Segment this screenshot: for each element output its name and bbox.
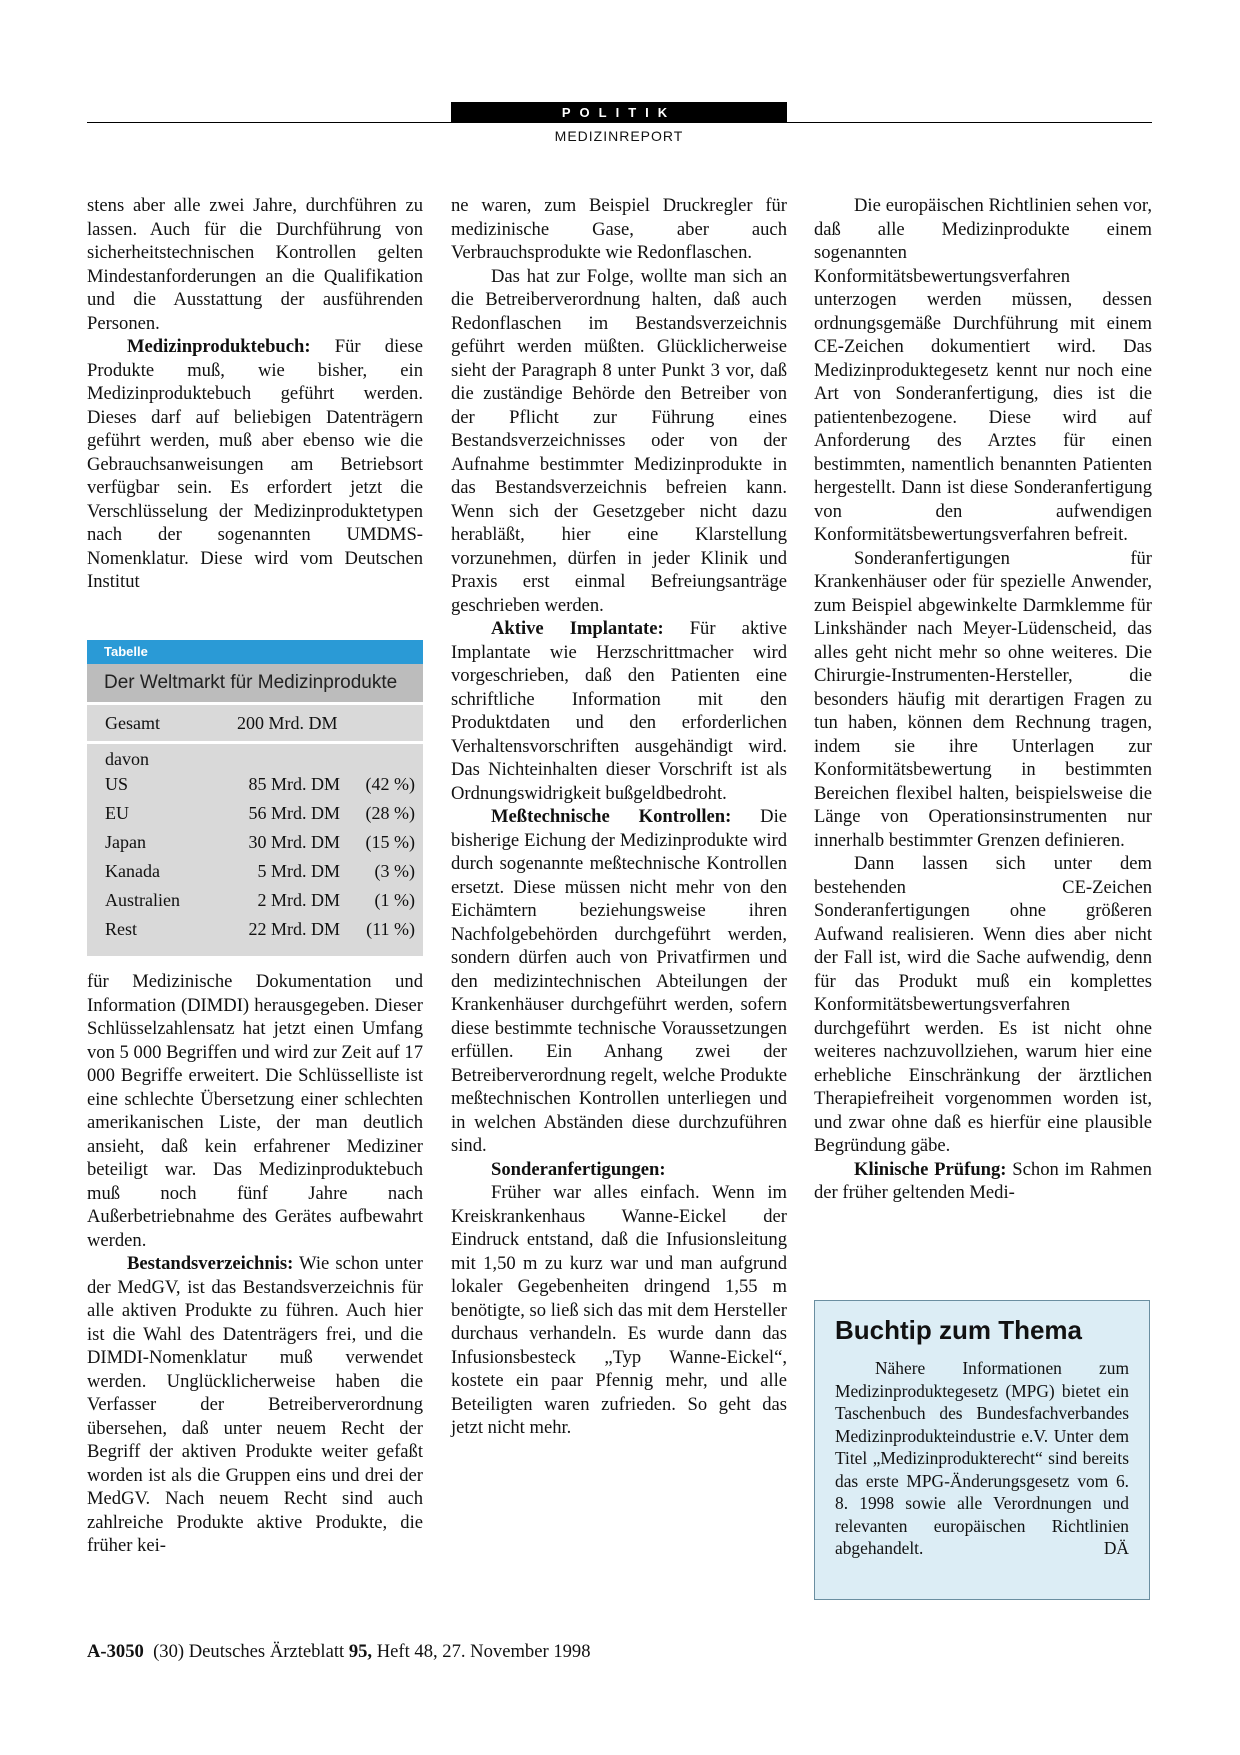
issue-date: Heft 48, 27. November 1998 bbox=[376, 1641, 591, 1662]
paragraph-text: Für aktive Implantate wie Herzschrittmacher wird vorgeschrieben, daß den Patienten eine schriftliche Information mit den Produktdaten und den erforderlichen Verhaltensvorschriften ausgehändigt wird. Das Nichteinhalten dieser Vorschrift ist als Ordnungswidrigkeit bußgeldbedroht. bbox=[451, 618, 788, 804]
table-share: (42 %) bbox=[365, 774, 415, 794]
table-share: (1 %) bbox=[374, 890, 415, 910]
table-region: US bbox=[105, 774, 129, 794]
column-1-top bbox=[87, 194, 423, 594]
table-row bbox=[87, 799, 423, 828]
paragraph-heading: Medizinproduktebuch: bbox=[127, 336, 311, 357]
table-label: Tabelle bbox=[87, 640, 423, 664]
paragraph-heading: Klinische Prüfung: bbox=[854, 1158, 1007, 1180]
paragraph bbox=[814, 1158, 1152, 1205]
table-region: Rest bbox=[105, 919, 138, 939]
table-rows bbox=[87, 770, 423, 944]
subsection-label: MEDIZINREPORT bbox=[554, 128, 684, 144]
book-tip-text bbox=[835, 1357, 1129, 1560]
book-tip-box bbox=[814, 1300, 1150, 1600]
paragraph bbox=[451, 1181, 787, 1440]
paragraph-text: Früher war alles einfach. Wenn im Kreiskrankenhaus Wanne-Eickel der Eindruck entstand, daß die Infusionsleitung mit 1,50 m zu kurz war und man aufgrund lokaler Gegebenheiten dringend 1,55 m benötigte, so ließ sich das mit dem Hersteller durchaus verhandeln. Es wurde dann das Infusionsbesteck „Typ Wanne-Eickel“, kostete ein paar Pfennig mehr, und alle Beteiligten waren zufrieden. So geht das jetzt nicht mehr. bbox=[451, 1182, 787, 1438]
table-row bbox=[87, 770, 423, 799]
journal-volume: 95, bbox=[348, 1641, 373, 1662]
column-2 bbox=[451, 194, 787, 1440]
paragraph-text: ne waren, zum Beispiel Druckregler für medizinische Gase, aber auch Verbrauchsprodukte wie Redonflaschen. bbox=[451, 195, 787, 263]
paragraph bbox=[451, 617, 787, 805]
issue-page: (30) bbox=[153, 1641, 185, 1662]
paragraph-text: Das hat zur Folge, wollte man sich an die Betreiberverordnung halten, daß auch Redonflaschen im Bestandsverzeichnis geführt werden müßten. Glücklicherweise sieht der Paragraph 8 unter Punkt 3 vor, daß die zuständige Behörde den Betreiber von der Pflicht zur Führung eines Bestandsverzeichnisses oder von der Aufnahme bestimmter Medizinprodukte in das Bestandsverzeichnis befreien kann. Wenn sich der Gesetzgeber nicht dazu herabläßt, hier eine Klarstellung vorzunehmen, dürfen in jeder Klinik und Praxis erst einmal Befreiungsanträge geschrieben werden. bbox=[451, 265, 787, 616]
table-region: Australien bbox=[105, 890, 180, 910]
table-value: 85 Mrd. DM bbox=[248, 774, 340, 794]
paragraph bbox=[451, 1158, 787, 1182]
table-region: EU bbox=[105, 803, 129, 823]
table-share: (3 %) bbox=[374, 861, 415, 881]
table-value: 22 Mrd. DM bbox=[248, 919, 340, 939]
table-value: 30 Mrd. DM bbox=[248, 832, 340, 852]
paragraph bbox=[87, 1252, 423, 1558]
paragraph-text: Schon im Rahmen der früher geltenden Medi- bbox=[814, 1158, 1152, 1203]
table-total-value: 200 Mrd. DM bbox=[237, 713, 338, 733]
table-share: (28 %) bbox=[365, 803, 415, 823]
paragraph-text: für Medizinische Dokumentation und Information (DIMDI) herausgegeben. Dieser Schlüsselzahlensatz hat jetzt einen Umfang von 5 000 Begriffen und wird zur Zeit auf 17 000 Begriffe erweitert. Die Schlüsselliste ist eine schlechte Übersetzung einer schlechten amerikanischen Liste, der man deutlich ansieht, daß kein erfahrener Mediziner beteiligt war. Das Medizinproduktebuch muß noch fünf Jahre nach Außerbetriebnahme des Gerätes aufbewahrt werden. bbox=[87, 971, 423, 1251]
table-breakdown-label: davon bbox=[105, 749, 149, 769]
paragraph bbox=[87, 970, 423, 1252]
table-total-label: Gesamt bbox=[105, 713, 160, 733]
table-region: Japan bbox=[105, 832, 146, 852]
column-3 bbox=[814, 194, 1152, 1205]
table-share: (15 %) bbox=[365, 832, 415, 852]
header-rule bbox=[87, 122, 1152, 123]
table-title: Der Weltmarkt für Medizinprodukte bbox=[87, 664, 423, 702]
table-value: 5 Mrd. DM bbox=[257, 861, 340, 881]
paragraph-heading: Meßtechnische Kontrollen: bbox=[491, 806, 732, 827]
paragraph-text: Wie schon unter der MedGV, ist das Bestandsverzeichnis für alle aktiven Produkte zu führen. Auch hier ist die Wahl des Datenträgers frei, und die DIMDI-Nomenklatur muß verwendet werden. Unglücklicherweise haben die Verfasser der Betreiberverordnung übersehen, daß unter neuem Recht der Begriff der aktiven Produkte weiter gefaßt worden ist als die Gruppen eins und drei der MedGV. Nach neuem Recht sind auch zahlreiche Produkte aktive Produkte, die früher kei- bbox=[87, 1253, 423, 1556]
table-share: (11 %) bbox=[366, 919, 415, 939]
paragraph-text: Sonderanfertigungen für Krankenhäuser oder für spezielle Anwender, zum Beispiel abgewinkelte Darmklemme für Linkshänder nach Meyer-Lüdenscheid, das alles geht nicht mehr so ohne weiteres. Die Chirurgie-Instrumenten-Hersteller, die besonders häufig mit derartigen Fragen zu tun haben, können dem Rechnung tragen, indem sie ihre Unterlagen zur Konformitätsbewertung in bestimmten Bereichen flexibel halten, beispielsweise die Länge von Operationsinstrumenten nur innerhalb bestimmter Grenzen definieren. bbox=[814, 547, 1152, 851]
paragraph-text: Dann lassen sich unter dem bestehenden CE-Zeichen Sonderanfertigungen ohne größeren Aufwand realisieren. Wenn dies aber nicht der Fall ist, wird die Sache aufwendig, denn für das Produkt muß ein komplettes Konformitätsbewertungsverfahren durchgeführt werden. Es ist nicht ohne weiteres nachzuvollziehen, warum hier eine erhebliche Einschränkung der ärztlichen Therapiefreiheit vorgenommen worden ist, und zwar ohne daß es hierfür eine plausible Begründung gäbe. bbox=[814, 853, 1152, 1156]
table-row bbox=[87, 886, 423, 915]
paragraph bbox=[814, 194, 1152, 547]
table-breakdown-label-row bbox=[87, 744, 423, 770]
paragraph-text: Die bisherige Eichung der Medizinprodukte wird durch sogenannte meßtechnische Kontrollen ersetzt. Diese müssen nicht mehr von den Eichämtern beziehungsweise ihren Nachfolgebehörden durchgeführt werden, sondern dürfen auch von Privatfirmen und den medizintechnischen Abteilungen der Krankenhäuser durchgeführt werden, sofern diese bestimmte technische Voraussetzungen erfüllen. Ein Anhang zwei der Betreiberverordnung regelt, welche Produkte meßtechnischen Kontrollen unterliegen und in welchen Abständen diese durchzuführen sind. bbox=[451, 806, 788, 1156]
paragraph bbox=[451, 805, 787, 1158]
book-tip-title: Buchtip zum Thema bbox=[835, 1315, 1083, 1345]
paragraph-text: Die europäischen Richtlinien sehen vor, daß alle Medizinprodukte einem sogenannten Konformitätsbewertungsverfahren unterzogen werden müssen, dessen ordnungsgemäße Durchführung mit einem CE-Zeichen dokumentiert wird. Das Medizinproduktegesetz kennt nur noch eine Art von Sonderanfertigung, dies ist die patientenbezogene. Diese wird auf Anforderung des Arztes für einen bestimmten, namentlich benannten Patienten hergestellt. Dann ist diese Sonderanfertigung von den aufwendigen Konformitätsbewertungsverfahren befreit. bbox=[814, 195, 1152, 545]
section-bar: POLITIK bbox=[451, 102, 787, 123]
market-table bbox=[87, 640, 423, 956]
column-1-bottom bbox=[87, 970, 423, 1558]
paragraph-text: Für diese Produkte muß, wie bisher, ein Medizinproduktebuch geführt werden. Dieses darf auf beliebigen Datenträgern geführt werden, muß aber ebenso wie die Gebrauchsanweisungen am Betriebsort verfügbar sein. Es erfordert jetzt die Verschlüsselung der Medizinproduktetypen nach der sogenannten UMDMS-Nomenklatur. Diese wird vom Deutschen Institut bbox=[87, 336, 423, 592]
table-row bbox=[87, 857, 423, 886]
book-tip-body: Nähere Informationen zum Medizinproduktegesetz (MPG) bietet ein Taschenbuch des Bundesfachverbandes Medizinprodukteindustrie e.V. Unter dem Titel „Medizinprodukterecht“ sind bereits das erste MPG-Änderungsgesetz vom 6. 8. 1998 sowie alle Verordnungen und relevanten europäischen Richtlinien abgehandelt. bbox=[835, 1358, 1129, 1558]
paragraph bbox=[451, 194, 787, 265]
paragraph-heading: Aktive Implantate: bbox=[491, 618, 664, 639]
table-region: Kanada bbox=[105, 861, 160, 881]
book-tip-signature: DÄ bbox=[1103, 1538, 1129, 1558]
paragraph bbox=[814, 547, 1152, 853]
table-total-row bbox=[87, 705, 423, 741]
paragraph bbox=[451, 265, 787, 618]
paragraph-heading: Bestandsverzeichnis: bbox=[127, 1253, 294, 1274]
paragraph-text: stens aber alle zwei Jahre, durchführen zu lassen. Auch für die Durchführung von sicherheitstechnischen Kontrollen gelten Mindestanforderungen an die Qualifikation und die Ausstattung der ausführenden Personen. bbox=[87, 195, 423, 334]
paragraph bbox=[87, 194, 423, 335]
journal-name: Deutsches Ärzteblatt bbox=[188, 1641, 345, 1662]
table-value: 2 Mrd. DM bbox=[257, 890, 340, 910]
table-value: 56 Mrd. DM bbox=[248, 803, 340, 823]
table-row bbox=[87, 915, 423, 944]
table-row bbox=[87, 828, 423, 857]
page-number: A-3050 bbox=[87, 1641, 144, 1662]
paragraph-heading: Sonderanfertigungen: bbox=[491, 1158, 666, 1180]
paragraph bbox=[87, 335, 423, 594]
paragraph bbox=[814, 852, 1152, 1158]
page-footer bbox=[87, 1641, 591, 1663]
